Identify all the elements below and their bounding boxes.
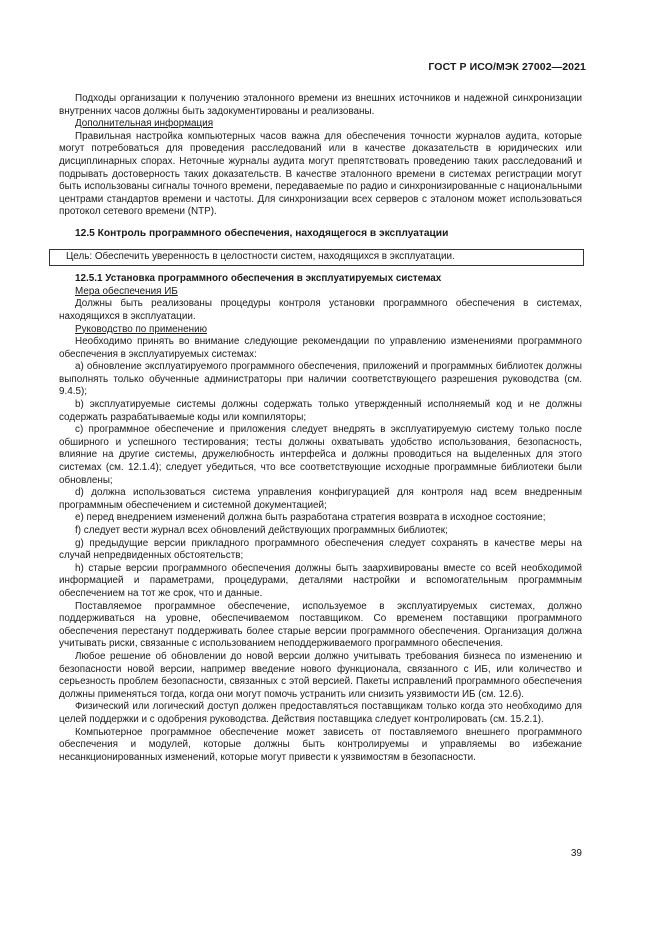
- list-item: e) перед внедрением изменений должна быть разработана стратегия возврата в исходное состояние;: [75, 512, 546, 524]
- list-item: b) эксплуатируемые системы должны содержать только утвержденный исполняемый код и не должны содержать разрабатываемые коды или компиляторы;: [59, 399, 582, 423]
- page-number: 39: [570, 848, 582, 859]
- paragraph: Физический или логический доступ должен предоставляться поставщикам только когда это необходимо для целей поддержки и с одобрения руководства. Действия поставщика следует контролировать (см. 15.2.1).: [59, 701, 582, 725]
- paragraph: Правильная настройка компьютерных часов важна для обеспечения точности журналов аудита, которые могут потребоваться для проведения расследований или в качестве доказательств в юридических или дисциплинарных спорах. Неточные журналы аудита могут препятствовать проведению таких расследований и подрывать достоверность таких доказательств. В качестве эталонного времени в системах регистрации могут быть использованы сигналы точного времени, передаваемые по радио и синхронизированные с национальными центрами стандартов времени и частоты. Для синхронизации всех серверов с эталоном может использоваться протокол сетевого времени (NTP).: [59, 130, 582, 218]
- extra-info-label-text: Дополнительная информация: [75, 118, 214, 130]
- list-item: d) должна использоваться система управления конфигурацией для контроля над всем внедренным программным обеспечением и системной документацией;: [59, 487, 582, 511]
- guidance-label: [59, 324, 582, 337]
- list-item: а) обновление эксплуатируемого программного обеспечения, приложений и программных библиотек должны выполнять только обученные администраторы при наличии соответствующего разрешения руководства (см. 9.4.5);: [59, 361, 582, 398]
- paragraph: Подходы организации к получению эталонного времени из внешних источников и надежной синхронизации внутренних часов должны быть задокументированы и реализованы.: [59, 93, 582, 117]
- list-item: g) предыдущие версии прикладного программного обеспечения следует сохранять в качестве меры на случай непредвиденных обстоятельств;: [59, 537, 582, 562]
- guidance-label-text: Руководство по применению: [75, 323, 207, 335]
- measure-label: [59, 286, 582, 299]
- paragraph: Необходимо принять во внимание следующие рекомендации по управлению изменениями программного обеспечения в эксплуатируемых системах:: [59, 336, 582, 360]
- paragraph: Любое решение об обновлении до новой версии должно учитывать требования бизнеса по изменению и безопасности новой версии, например введение нового функционала, связанного с ИБ, или количество и серьезность проблем безопасности, связанных с этой версией. Пакеты исправлений программного обеспечения должны применяться тогда, когда они могут помочь устранить или снизить уязвимости ИБ (см. 12.6).: [59, 650, 582, 700]
- list-item: c) программное обеспечение и приложения следует внедрять в эксплуатируемую систему только после обширного и успешного тестирования; тесты должны охватывать удобство использования, безопасность, влияние на другие системы, дружелюбность интерфейса и должны проводиться на выделенных для этого системах (см. 12.1.4); следует убедиться, что все соответствующие исходные программные библиотеки были обновлены;: [59, 424, 582, 486]
- paragraph: Поставляемое программное обеспечение, используемое в эксплуатируемых системах, должно поддерживаться на уровне, обеспечиваемом поставщиком. Со временем поставщики программного обеспечения перестанут поддерживать более старые версии программного обеспечения. Организация должна учитывать риски, связанные с использованием неподдерживаемого программного обеспечения.: [59, 600, 582, 650]
- measure-label-text: Мера обеспечения ИБ: [75, 285, 178, 297]
- goal-box: Цель: Обеспечить уверенность в целостности систем, находящихся в эксплуатации.: [49, 249, 584, 267]
- page-content: [59, 93, 582, 764]
- paragraph: Компьютерное программное обеспечение может зависеть от поставляемого внешнего программного обеспечения и модулей, которые должны быть контролируемы и управляемы во избежание несанкционированных изменений, которые могут привести к уязвимостям в безопасности.: [59, 726, 582, 763]
- paragraph: Должны быть реализованы процедуры контроля установки программного обеспечения в системах, находящихся в эксплуатации.: [59, 298, 582, 322]
- extra-info-label: [59, 118, 582, 131]
- subsection-heading: 12.5.1 Установка программного обеспечения в эксплуатируемых системах: [75, 273, 442, 285]
- standard-header: ГОСТ Р ИСО/МЭК 27002—2021: [428, 61, 586, 73]
- section-heading: 12.5 Контроль программного обеспечения, находящегося в эксплуатации: [75, 227, 449, 239]
- list-item: h) старые версии программного обеспечения должны быть заархивированы вместе со всей необходимой информацией и параметрами, процедурами, деталями настройки и вспомогательным программным обеспечением на тот же срок, что и данные.: [59, 562, 582, 599]
- list-item: f) следует вести журнал всех обновлений действующих программных библиотек;: [75, 525, 448, 536]
